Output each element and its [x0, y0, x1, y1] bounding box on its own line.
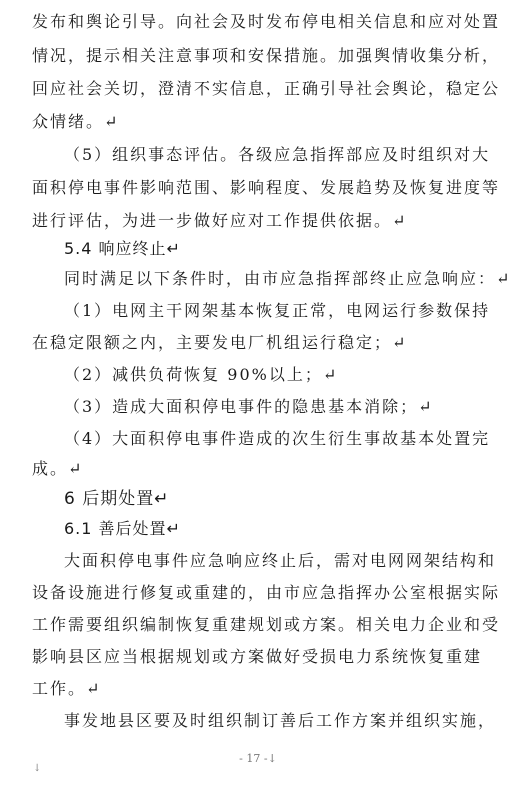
paragraph-line: 设备设施进行修复或重建的，由市应急指挥办公室根据实际 — [32, 583, 501, 602]
paragraph-line: 进行评估，为进一步做好应对工作提供依据。↵ — [32, 211, 408, 230]
paragraph-line: 在稳定限额之内，主要发电厂机组运行稳定；↵ — [32, 333, 408, 352]
paragraph-line: 回应社会关切，澄清不实信息，正确引导社会舆论，稳定公 — [32, 79, 501, 98]
paragraph-line: 大面积停电事件应急响应终止后，需对电网网架结构和 — [64, 551, 497, 570]
page-number: - 17 -↓ — [239, 752, 277, 765]
paragraph-line: 影响县区应当根据规划或方案做好受损电力系统恢复重建 — [32, 647, 483, 666]
paragraph-line: 发布和舆论引导。向社会及时发布停电相关信息和应对处置 — [32, 12, 501, 31]
paragraph-line: 面积停电事件影响范围、影响程度、发展趋势及恢复进度等 — [32, 178, 501, 197]
paragraph-line: 工作需要组织编制恢复重建规划或方案。相关电力企业和受 — [32, 615, 501, 634]
paragraph-line: 同时满足以下条件时，由市应急指挥部终止应急响应：↵ — [64, 269, 512, 288]
paragraph-line: （3）造成大面积停电事件的隐患基本消除；↵ — [64, 397, 434, 416]
section-heading: 5.4 响应终止↵ — [64, 239, 181, 258]
line-break-mark: ↓ — [33, 763, 42, 774]
paragraph-line: （1）电网主干网架基本恢复正常，电网运行参数保持 — [64, 301, 491, 320]
section-heading: 6 后期处置↵ — [64, 489, 170, 509]
paragraph-line: 情况，提示相关注意事项和安保措施。加强舆情收集分析， — [32, 46, 501, 65]
paragraph-line: （5）组织事态评估。各级应急指挥部应及时组织对大 — [64, 145, 491, 164]
paragraph-line: （2）减供负荷恢复 90%以上；↵ — [64, 365, 339, 384]
paragraph-line: 众情绪。↵ — [32, 112, 120, 131]
paragraph-line: 成。↵ — [32, 459, 84, 478]
subsection-heading: 6.1 善后处置↵ — [64, 519, 181, 538]
paragraph-line: 事发地县区要及时组织制订善后工作方案并组织实施， — [64, 711, 497, 730]
paragraph-line: 工作。↵ — [32, 679, 102, 698]
paragraph-line: （4）大面积停电事件造成的次生衍生事故基本处置完 — [64, 429, 491, 448]
